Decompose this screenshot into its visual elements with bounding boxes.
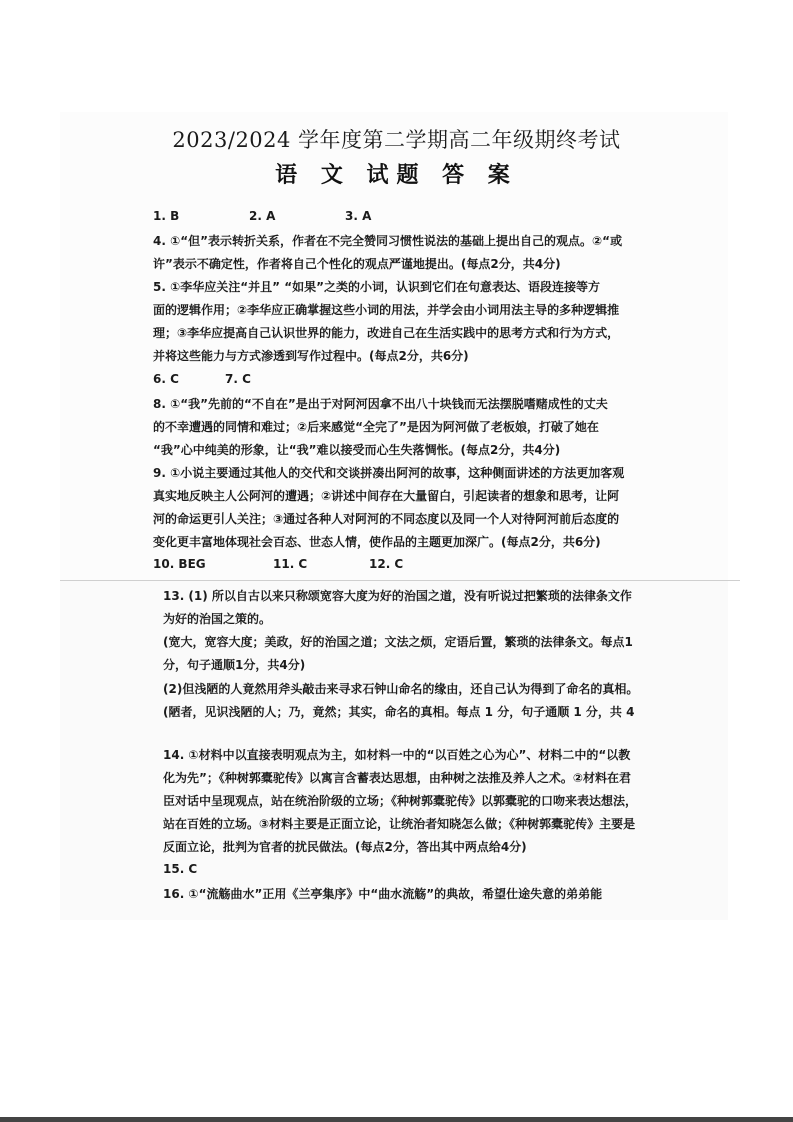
answer-9-line-1: 9. ①小说主要通过其他人的交代和交谈拼凑出阿河的故事，这种侧面讲述的方法更加客观 [153,466,625,480]
answer-13-line-6: (陋者，见识浅陋的人；乃，竟然；其实，命名的真相。每点 1 分，句子通顺 1 分，共 4 [163,705,635,719]
answer-13-line-2: 为好的治国之策的。 [163,612,272,626]
answer-13-line-3: (宽大，宽容大度；美政，好的治国之道；文法之烦，定语后置，繁琐的法律条文。每点1 [163,635,633,649]
answer-9-line-3: 河的命运更引人关注；③通过各种人对阿河的不同态度以及同一个人对待阿河前后态度的 [153,512,620,526]
answer-3: 3. A [345,209,372,223]
answer-14-line-5: 反面立论，批判为官者的扰民做法。(每点2分，答出其中两点给4分) [163,840,527,854]
answer-5-line-2: 面的逻辑作用；②李华应正确掌握这些小词的用法，并学会由小词用法主导的多种逻辑推 [153,303,620,317]
answer-6: 6. C [153,372,179,386]
page-crease [60,580,740,581]
answer-8-line-3: “我”心中纯美的形象，让“我”难以接受而心生失落惆怅。(每点2分，共4分) [153,443,561,457]
answer-16-line-1: 16. ①“流觞曲水”正用《兰亭集序》中“曲水流觞”的典故，希望仕途失意的弟弟能 [163,887,603,901]
answer-9-line-2: 真实地反映主人公阿河的遭遇；②讲述中间存在大量留白，引起读者的想象和思考，让阿 [153,489,620,503]
answer-15: 15. C [163,862,198,876]
answer-2: 2. A [249,209,276,223]
exam-title: 2023/2024 学年度第二学期高二年级期终考试 [172,128,621,152]
page-bottom-edge [0,1117,793,1122]
answer-14-line-2: 化为先”；《种树郭橐驼传》以寓言含蓄表达思想，由种树之法推及养人之术。②材料在君 [163,771,632,785]
answer-5-line-3: 理；③李华应提高自己认识世界的能力，改进自己在生活实践中的思考方式和行为方式， [153,326,620,340]
answer-13-line-4: 分，句子通顺1分，共4分) [163,658,306,672]
answer-14-line-1: 14. ①材料中以直接表明观点为主，如材料一中的“以百姓之心为心”、材料二中的“以教 [163,748,631,762]
answer-9-line-4: 变化更丰富地体现社会百态、世态人情，使作品的主题更加深广。(每点2分，共6分) [153,535,601,549]
exam-subtitle: 语 文 试题 答 案 [275,162,518,188]
answer-row-6-7 [153,372,251,386]
answer-14-line-4: 站在百姓的立场。③材料主要是正面立论，让统治者知晓怎么做；《种树郭橐驼传》主要是 [163,817,636,831]
answer-row-1-3 [153,209,371,223]
answer-11: 11. C [273,557,308,571]
answer-14-line-3: 臣对话中呈现观点，站在统治阶级的立场；《种树郭橐驼传》以郭橐驼的口吻来表达想法， [163,794,638,808]
answer-row-10-12 [153,557,403,571]
answer-1: 1. B [153,209,180,223]
answer-13-line-5: (2)但浅陋的人竟然用斧头敲击来寻求石钟山命名的缘由，还自己认为得到了命名的真相。 [163,682,639,696]
answer-5-line-4: 并将这些能力与方式渗透到写作过程中。(每点2分，共6分) [153,349,469,363]
answer-10: 10. BEG [153,557,206,571]
answer-4-line-2: 许”表示不确定性，作者将自己个性化的观点严谨地提出。(每点2分，共4分) [153,257,561,271]
answer-4-line-1: 4. ①“但”表示转折关系，作者在不完全赞同习惯性说法的基础上提出自己的观点。②“或 [153,234,623,248]
answer-8-line-2: 的不幸遭遇的同情和难过；②后来感觉“全完了”是因为阿河做了老板娘，打破了她在 [153,420,599,434]
answer-5-line-1: 5. ①李华应关注“并且” “如果”之类的小词，认识到它们在句意表达、语段连接等方 [153,280,600,294]
answer-7: 7. C [225,372,251,386]
answer-13-line-1: 13. (1) 所以自古以来只称颂宽容大度为好的治国之道，没有听说过把繁琐的法律条文作 [163,589,632,603]
answer-12: 12. C [369,557,404,571]
answer-8-line-1: 8. ①“我”先前的“不自在”是出于对阿河因拿不出八十块钱而无法摆脱嗜赌成性的丈夫 [153,397,608,411]
